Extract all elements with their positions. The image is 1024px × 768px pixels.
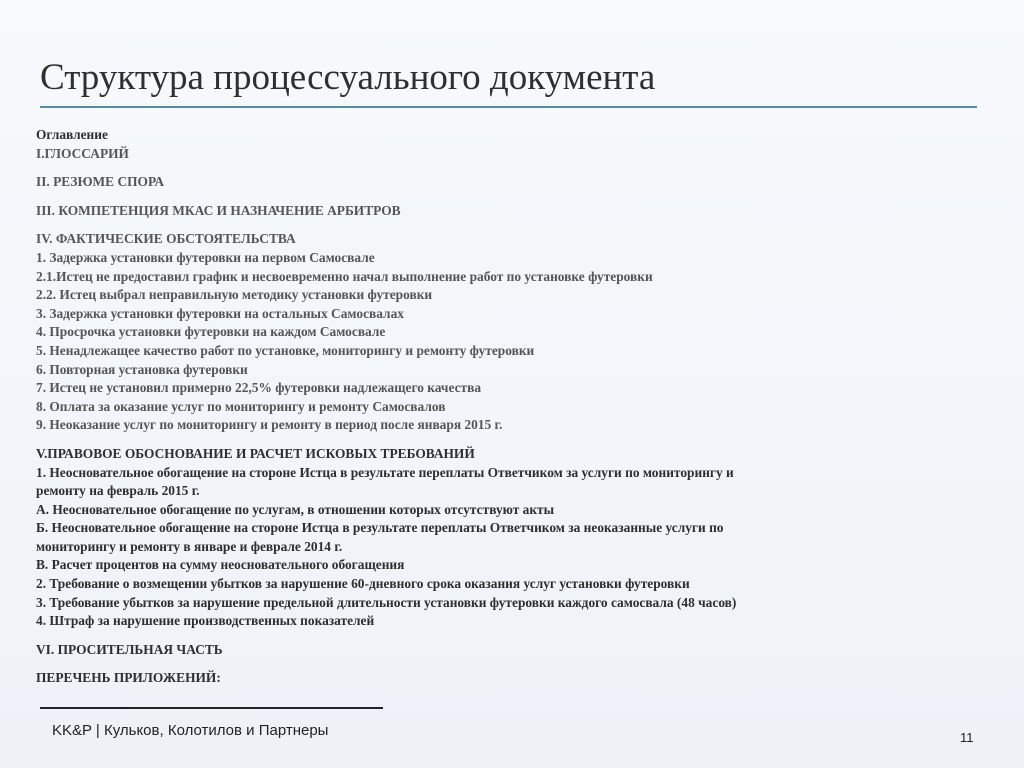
toc-item: А. Неосновательное обогащение по услугам, в отношении которых отсутствуют акты (36, 501, 555, 517)
toc-item: 1. Неосновательное обогащение на стороне Истца в результате переплаты Ответчиком за услуги по мониторингу и (36, 464, 734, 480)
title-divider (40, 106, 977, 108)
toc-item: В. Расчет процентов на сумму неосновательного обогащения (36, 557, 405, 573)
toc-item: 2. Требование о возмещении убытков за нарушение 60-дневного срока оказания услуг установки футеровки (36, 576, 690, 592)
toc-section-appendices: ПЕРЕЧЕНЬ ПРИЛОЖЕНИЙ: (36, 670, 221, 686)
toc-section-legal-basis: V.ПРАВОВОЕ ОБОСНОВАНИЕ И РАСЧЕТ ИСКОВЫХ ТРЕБОВАНИЙ (36, 445, 475, 461)
toc-item: 2.2. Истец выбрал неправильную методику установки футеровки (36, 287, 433, 303)
table-of-contents (36, 126, 936, 688)
toc-item: 5. Ненадлежащее качество работ по установке, мониторингу и ремонту футеровки (36, 342, 535, 358)
toc-item: 8. Оплата за оказание услуг по мониторингу и ремонту Самосвалов (36, 398, 446, 414)
toc-item: 3. Требование убытков за нарушение предельной длительности установки футеровки каждого самосвала (48 часов) (36, 594, 737, 610)
toc-section-competence: III. КОМПЕТЕНЦИЯ МКАС И НАЗНАЧЕНИЕ АРБИТРОВ (36, 202, 401, 218)
toc-item: 6. Повторная установка футеровки (36, 361, 248, 377)
footer-firm-name: KK&P | Кульков, Колотилов и Партнеры (52, 722, 329, 739)
toc-item: Б. Неосновательное обогащение на стороне Истца в результате переплаты Ответчиком за неоказанные услуги по (36, 520, 724, 536)
toc-section-summary: II. РЕЗЮМЕ СПОРА (36, 174, 165, 190)
toc-item: 4. Просрочка установки футеровки на каждом Самосвале (36, 324, 386, 340)
toc-item: 7. Истец не установил примерно 22,5% футеровки надлежащего качества (36, 380, 482, 396)
toc-item: ремонту на февраль 2015 г. (36, 483, 200, 499)
toc-section-petition: VI. ПРОСИТЕЛЬНАЯ ЧАСТЬ (36, 641, 223, 657)
toc-item: мониторингу и ремонту в январе и феврале 2014 г. (36, 538, 343, 554)
slide-title: Структура процессуального документа (40, 57, 656, 98)
toc-section-facts: IV. ФАКТИЧЕСКИЕ ОБСТОЯТЕЛЬСТВА (36, 231, 296, 247)
toc-section-glossary: I.ГЛОССАРИЙ (36, 145, 129, 161)
toc-item: 3. Задержка установки футеровки на остальных Самосвалах (36, 305, 404, 321)
toc-item: 1. Задержка установки футеровки на первом Самосвале (36, 249, 375, 265)
footer-divider (40, 707, 383, 709)
toc-item: 2.1.Истец не предоставил график и несвоевременно начал выполнение работ по установке футеровки (36, 268, 653, 284)
toc-item: 4. Штраф за нарушение производственных показателей (36, 613, 375, 629)
page-number: 11 (960, 730, 974, 745)
toc-heading: Оглавление (36, 127, 108, 142)
toc-item: 9. Неоказание услуг по мониторингу и ремонту в период после января 2015 г. (36, 417, 503, 433)
